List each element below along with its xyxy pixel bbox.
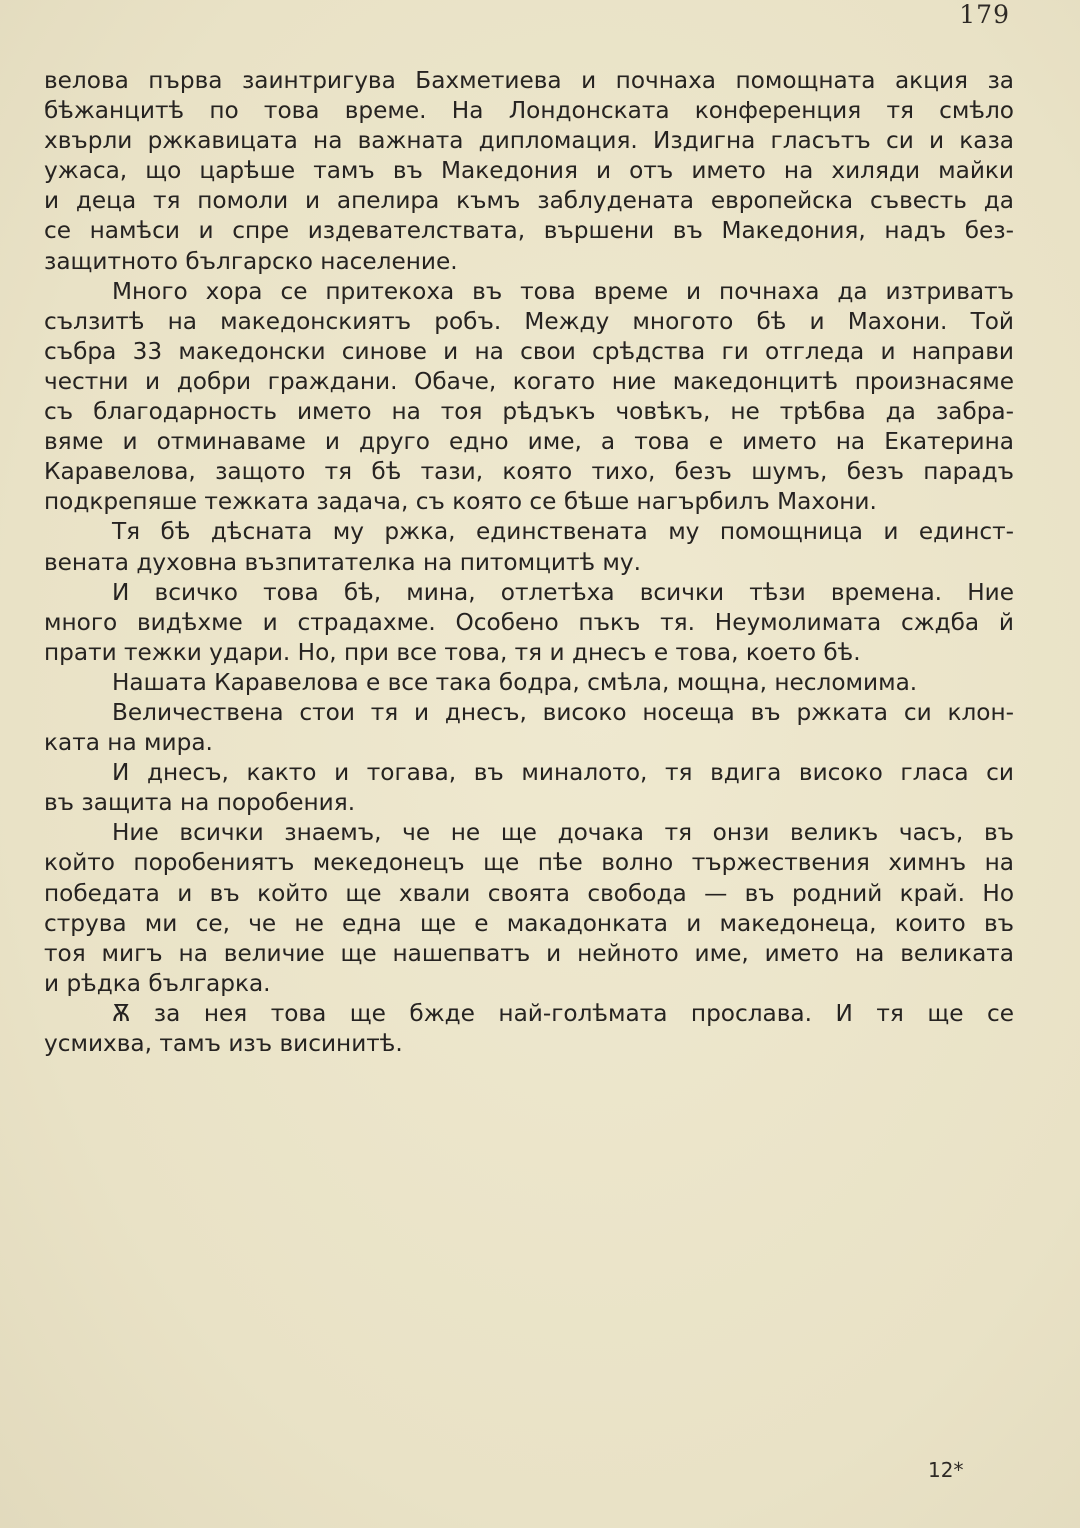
text-line: сълзитѣ на македонскиятъ робъ. Между многото бѣ и Махони. Той xyxy=(44,307,1014,335)
text-line: много видѣхме и страдахме. Особено пъкъ тя. Неумолимата сждба й xyxy=(44,608,1014,636)
text-line: победата и въ който ще хвали своята свобода — въ родний край. Но xyxy=(44,879,1014,907)
paragraph xyxy=(44,999,1014,1059)
paragraph xyxy=(44,277,1014,518)
text-line: защитното българско население. xyxy=(44,247,458,275)
text-line: Нашата Каравелова е все така бодра, смѣла, мощна, несломима. xyxy=(112,668,918,696)
paragraph xyxy=(44,66,1014,277)
text-line: въ защита на поробения. xyxy=(44,789,356,817)
text-line: бѣжанцитѣ по това време. На Лондонската конференция тя смѣло xyxy=(44,97,1014,125)
text-line: струва ми се, че не една ще е макадонката и македонеца, които въ xyxy=(44,909,1014,937)
text-line: Величествена стои тя и днесъ, високо носеща въ ржката си клон- xyxy=(112,698,1014,726)
signature-mark: 12* xyxy=(928,1458,964,1482)
text-line: Ѫ за нея това ще бжде най-голѣмата прослава. И тя ще се xyxy=(112,999,1014,1027)
text-body xyxy=(44,66,1014,1059)
text-line: Тя бѣ дѣсната му ржка, единствената му помощница и единст- xyxy=(112,518,1014,546)
text-line: И днесъ, както и тогава, въ миналото, тя вдига високо гласа си xyxy=(112,759,1014,787)
paragraph xyxy=(44,698,1014,758)
text-line: и рѣдка българка. xyxy=(44,969,271,997)
text-line: честни и добри граждани. Обаче, когато ние македонцитѣ произнасяме xyxy=(44,367,1014,395)
text-line: вената духовна възпитателка на питомцитѣ му. xyxy=(44,548,642,576)
text-line: прати тежки удари. Но, при все това, тя и днесъ е това, което бѣ. xyxy=(44,638,861,666)
text-line: ката на мира. xyxy=(44,729,213,757)
text-line: Каравелова, защото тя бѣ тази, която тихо, безъ шумъ, безъ парадъ xyxy=(44,458,1014,486)
text-line: тоя мигъ на величие ще нашепватъ и нейното име, името на великата xyxy=(44,939,1014,967)
paragraph xyxy=(44,578,1014,668)
paragraph xyxy=(44,517,1014,577)
text-line: Много хора се притекоха въ това време и почнаха да изтриватъ xyxy=(112,277,1014,305)
text-line: и деца тя помоли и апелира къмъ заблудената европейска съвесть да xyxy=(44,187,1014,215)
text-line: И всичко това бѣ, мина, отлетѣха всички тѣзи времена. Ние xyxy=(112,578,1014,606)
text-line: велова първа заинтригува Бахметиева и почнаха помощната акция за xyxy=(44,67,1014,94)
paragraph xyxy=(44,818,1014,999)
text-line: съ благодарность името на тоя рѣдъкъ човѣкъ, не трѣбва да забра- xyxy=(44,398,1014,426)
text-line: събра 33 македонски синове и на свои срѣдства ги отгледа и направи xyxy=(44,337,1014,365)
text-line: вяме и отминаваме и друго едно име, а това е името на Екатерина xyxy=(44,428,1014,456)
text-line: който поробениятъ мекедонецъ ще пѣе волно тържествения химнъ на xyxy=(44,849,1014,877)
paragraph xyxy=(44,668,1014,698)
page-number: 179 xyxy=(959,0,1010,29)
text-line: усмихва, тамъ изъ висинитѣ. xyxy=(44,1030,403,1057)
text-line: Ние всички знаемъ, че не ще дочака тя онзи великъ часъ, въ xyxy=(112,819,1014,847)
text-line: подкрепяше тежката задача, съ която се бѣше нагърбилъ Махони. xyxy=(44,488,877,516)
text-line: се намѣси и спре издевателствата, вършени въ Македония, надъ без- xyxy=(44,217,1014,245)
paragraph xyxy=(44,758,1014,818)
text-line: ужаса, що царѣше тамъ въ Македония и отъ името на хиляди майки xyxy=(44,157,1014,185)
text-line: хвърли ржкавицата на важната дипломация. Издигна гласътъ си и каза xyxy=(44,127,1014,155)
